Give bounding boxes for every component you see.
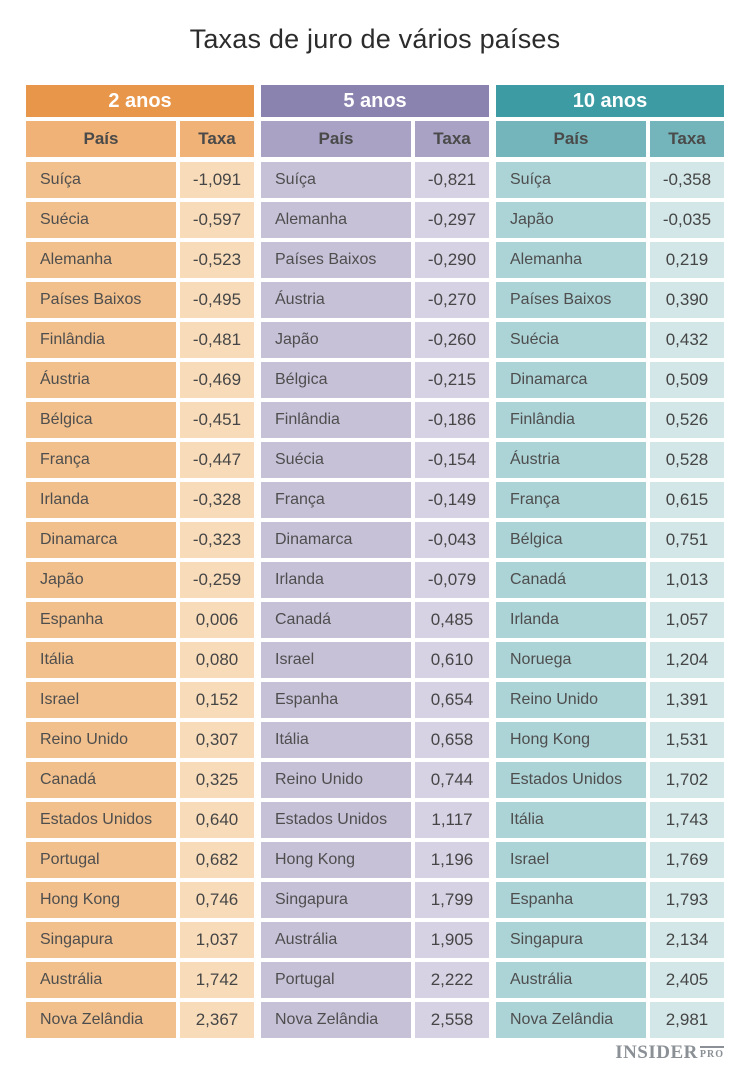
rate-cell: -0,035 bbox=[650, 202, 724, 238]
rate-cell: 1,905 bbox=[415, 922, 489, 958]
country-cell: Nova Zelândia bbox=[261, 1002, 411, 1038]
country-cell: Alemanha bbox=[261, 202, 411, 238]
rate-cell: 0,485 bbox=[415, 602, 489, 638]
country-cell: Áustria bbox=[496, 442, 646, 478]
rate-cell: -0,186 bbox=[415, 402, 489, 438]
table-row bbox=[261, 402, 489, 438]
country-cell: Espanha bbox=[261, 682, 411, 718]
country-column-header: País bbox=[26, 121, 176, 157]
rate-cell: 1,196 bbox=[415, 842, 489, 878]
country-cell: Suíça bbox=[496, 162, 646, 198]
rate-cell: 2,222 bbox=[415, 962, 489, 998]
country-cell: Suécia bbox=[26, 202, 176, 238]
rate-cell: 1,117 bbox=[415, 802, 489, 838]
table-row bbox=[26, 362, 254, 398]
table-row bbox=[261, 362, 489, 398]
rate-cell: -0,451 bbox=[180, 402, 254, 438]
table-row bbox=[26, 602, 254, 638]
rate-cell: 1,037 bbox=[180, 922, 254, 958]
table-row bbox=[261, 642, 489, 678]
rate-cell: 0,654 bbox=[415, 682, 489, 718]
country-cell: Japão bbox=[496, 202, 646, 238]
table-row bbox=[496, 482, 724, 518]
table-row bbox=[26, 402, 254, 438]
rate-cell: -0,597 bbox=[180, 202, 254, 238]
table-row bbox=[261, 682, 489, 718]
country-cell: Austrália bbox=[261, 922, 411, 958]
rate-cell: 0,640 bbox=[180, 802, 254, 838]
table-row bbox=[496, 242, 724, 278]
table-row bbox=[26, 282, 254, 318]
rate-cell: -0,149 bbox=[415, 482, 489, 518]
table-row bbox=[261, 842, 489, 878]
country-cell: Estados Unidos bbox=[496, 762, 646, 798]
country-cell: Portugal bbox=[26, 842, 176, 878]
table-row bbox=[496, 442, 724, 478]
table-row bbox=[261, 562, 489, 598]
table-row bbox=[26, 722, 254, 758]
rate-cell: -0,270 bbox=[415, 282, 489, 318]
country-cell: Dinamarca bbox=[496, 362, 646, 398]
country-cell: Áustria bbox=[26, 362, 176, 398]
rate-cell: -0,290 bbox=[415, 242, 489, 278]
table-row bbox=[261, 922, 489, 958]
country-cell: Irlanda bbox=[26, 482, 176, 518]
logo-main-text: INSIDER bbox=[615, 1042, 698, 1063]
table-row bbox=[496, 762, 724, 798]
table-row bbox=[496, 882, 724, 918]
country-cell: Países Baixos bbox=[26, 282, 176, 318]
rate-cell: -0,297 bbox=[415, 202, 489, 238]
country-cell: Portugal bbox=[261, 962, 411, 998]
country-cell: Estados Unidos bbox=[261, 802, 411, 838]
country-cell: Finlândia bbox=[496, 402, 646, 438]
country-cell: Irlanda bbox=[496, 602, 646, 638]
table-row bbox=[496, 282, 724, 318]
table-row bbox=[261, 442, 489, 478]
table-row bbox=[26, 922, 254, 958]
country-cell: Reino Unido bbox=[496, 682, 646, 718]
rate-tables bbox=[26, 85, 724, 1042]
rate-cell: -0,079 bbox=[415, 562, 489, 598]
rate-cell: 1,204 bbox=[650, 642, 724, 678]
logo-pro-text: PRO bbox=[700, 1046, 724, 1060]
table-row bbox=[261, 602, 489, 638]
country-cell: Hong Kong bbox=[26, 882, 176, 918]
country-cell: Hong Kong bbox=[496, 722, 646, 758]
rate-cell: 0,325 bbox=[180, 762, 254, 798]
rate-cell: 0,658 bbox=[415, 722, 489, 758]
country-cell: Austrália bbox=[496, 962, 646, 998]
table-group-2-anos bbox=[26, 85, 254, 1042]
table-row bbox=[261, 762, 489, 798]
rate-cell: 1,702 bbox=[650, 762, 724, 798]
table-row bbox=[496, 642, 724, 678]
rate-cell: -0,523 bbox=[180, 242, 254, 278]
column-header-row bbox=[261, 121, 489, 157]
country-cell: França bbox=[261, 482, 411, 518]
table-row bbox=[496, 362, 724, 398]
country-cell: Irlanda bbox=[261, 562, 411, 598]
country-cell: Nova Zelândia bbox=[26, 1002, 176, 1038]
table-row bbox=[26, 242, 254, 278]
country-cell: Singapura bbox=[261, 882, 411, 918]
country-cell: Alemanha bbox=[26, 242, 176, 278]
table-row bbox=[496, 522, 724, 558]
table-row bbox=[496, 962, 724, 998]
rate-cell: 1,531 bbox=[650, 722, 724, 758]
country-cell: Austrália bbox=[26, 962, 176, 998]
table-row bbox=[261, 322, 489, 358]
table-row bbox=[261, 202, 489, 238]
table-row bbox=[496, 162, 724, 198]
table-row bbox=[496, 322, 724, 358]
country-column-header: País bbox=[261, 121, 411, 157]
table-row bbox=[26, 842, 254, 878]
country-cell: Suíça bbox=[261, 162, 411, 198]
rate-cell: 0,610 bbox=[415, 642, 489, 678]
table-group-10-anos bbox=[496, 85, 724, 1042]
country-cell: Hong Kong bbox=[261, 842, 411, 878]
table-row bbox=[26, 202, 254, 238]
rate-cell: -0,259 bbox=[180, 562, 254, 598]
table-row bbox=[496, 682, 724, 718]
table-row bbox=[261, 482, 489, 518]
rate-cell: -1,091 bbox=[180, 162, 254, 198]
country-cell: Finlândia bbox=[26, 322, 176, 358]
table-row bbox=[26, 162, 254, 198]
country-cell: Singapura bbox=[496, 922, 646, 958]
rate-cell: -0,328 bbox=[180, 482, 254, 518]
table-row bbox=[26, 322, 254, 358]
table-row bbox=[261, 722, 489, 758]
table-row bbox=[496, 842, 724, 878]
table-row bbox=[261, 282, 489, 318]
table-row bbox=[26, 762, 254, 798]
rate-cell: 0,080 bbox=[180, 642, 254, 678]
rate-cell: 1,057 bbox=[650, 602, 724, 638]
table-row bbox=[261, 1002, 489, 1038]
rate-cell: -0,821 bbox=[415, 162, 489, 198]
table-row bbox=[496, 562, 724, 598]
rate-cell: 0,615 bbox=[650, 482, 724, 518]
country-cell: Suíça bbox=[26, 162, 176, 198]
rate-cell: 2,405 bbox=[650, 962, 724, 998]
rate-cell: 0,390 bbox=[650, 282, 724, 318]
table-row bbox=[261, 962, 489, 998]
rate-cell: 0,682 bbox=[180, 842, 254, 878]
country-cell: Estados Unidos bbox=[26, 802, 176, 838]
column-header-row bbox=[26, 121, 254, 157]
column-header-row bbox=[496, 121, 724, 157]
rate-cell: 1,013 bbox=[650, 562, 724, 598]
table-row bbox=[26, 682, 254, 718]
country-cell: França bbox=[26, 442, 176, 478]
country-cell: Finlândia bbox=[261, 402, 411, 438]
table-row bbox=[261, 162, 489, 198]
country-cell: Itália bbox=[496, 802, 646, 838]
table-row bbox=[496, 722, 724, 758]
country-cell: Bélgica bbox=[496, 522, 646, 558]
table-row bbox=[261, 802, 489, 838]
rate-cell: -0,215 bbox=[415, 362, 489, 398]
rate-cell: -0,154 bbox=[415, 442, 489, 478]
country-cell: Japão bbox=[26, 562, 176, 598]
country-cell: Reino Unido bbox=[26, 722, 176, 758]
country-cell: Suécia bbox=[261, 442, 411, 478]
group-banner: 10 anos bbox=[496, 85, 724, 117]
rate-column-header: Taxa bbox=[650, 121, 724, 157]
table-row bbox=[26, 802, 254, 838]
rate-cell: 0,219 bbox=[650, 242, 724, 278]
country-cell: França bbox=[496, 482, 646, 518]
country-cell: Países Baixos bbox=[261, 242, 411, 278]
table-rows bbox=[26, 162, 254, 1038]
rate-cell: -0,495 bbox=[180, 282, 254, 318]
country-cell: Itália bbox=[261, 722, 411, 758]
rate-cell: -0,447 bbox=[180, 442, 254, 478]
country-cell: Israel bbox=[496, 842, 646, 878]
rate-cell: 1,742 bbox=[180, 962, 254, 998]
country-cell: Canadá bbox=[261, 602, 411, 638]
country-cell: Bélgica bbox=[261, 362, 411, 398]
table-row bbox=[261, 242, 489, 278]
rate-cell: -0,481 bbox=[180, 322, 254, 358]
rate-cell: -0,469 bbox=[180, 362, 254, 398]
rate-cell: 2,981 bbox=[650, 1002, 724, 1038]
table-rows bbox=[496, 162, 724, 1038]
rate-cell: 0,744 bbox=[415, 762, 489, 798]
rate-cell: 1,769 bbox=[650, 842, 724, 878]
table-row bbox=[26, 562, 254, 598]
country-cell: Suécia bbox=[496, 322, 646, 358]
rate-cell: 0,006 bbox=[180, 602, 254, 638]
rate-cell: 1,799 bbox=[415, 882, 489, 918]
rate-cell: 0,152 bbox=[180, 682, 254, 718]
country-cell: Canadá bbox=[26, 762, 176, 798]
table-row bbox=[26, 962, 254, 998]
country-cell: Israel bbox=[26, 682, 176, 718]
table-group-5-anos bbox=[261, 85, 489, 1042]
rate-cell: 2,558 bbox=[415, 1002, 489, 1038]
country-cell: Canadá bbox=[496, 562, 646, 598]
country-cell: Israel bbox=[261, 642, 411, 678]
rate-column-header: Taxa bbox=[180, 121, 254, 157]
rate-cell: -0,043 bbox=[415, 522, 489, 558]
rate-cell: 2,134 bbox=[650, 922, 724, 958]
table-row bbox=[496, 202, 724, 238]
table-row bbox=[261, 522, 489, 558]
country-cell: Nova Zelândia bbox=[496, 1002, 646, 1038]
country-cell: Noruega bbox=[496, 642, 646, 678]
table-row bbox=[261, 882, 489, 918]
rate-cell: -0,323 bbox=[180, 522, 254, 558]
rate-cell: 0,528 bbox=[650, 442, 724, 478]
table-row bbox=[496, 1002, 724, 1038]
table-row bbox=[26, 442, 254, 478]
table-row bbox=[26, 1002, 254, 1038]
rate-cell: -0,260 bbox=[415, 322, 489, 358]
rate-column-header: Taxa bbox=[415, 121, 489, 157]
table-row bbox=[496, 402, 724, 438]
rate-cell: 1,743 bbox=[650, 802, 724, 838]
country-cell: Itália bbox=[26, 642, 176, 678]
country-cell: Países Baixos bbox=[496, 282, 646, 318]
country-cell: Singapura bbox=[26, 922, 176, 958]
table-row bbox=[26, 642, 254, 678]
rate-cell: 0,751 bbox=[650, 522, 724, 558]
rate-cell: 0,307 bbox=[180, 722, 254, 758]
rate-cell: 1,793 bbox=[650, 882, 724, 918]
table-row bbox=[496, 602, 724, 638]
rate-cell: 0,432 bbox=[650, 322, 724, 358]
country-column-header: País bbox=[496, 121, 646, 157]
page-title: Taxas de juro de vários países bbox=[189, 24, 561, 54]
group-banner: 5 anos bbox=[261, 85, 489, 117]
country-cell: Áustria bbox=[261, 282, 411, 318]
rate-cell: -0,358 bbox=[650, 162, 724, 198]
table-row bbox=[496, 802, 724, 838]
rate-cell: 0,509 bbox=[650, 362, 724, 398]
insider-pro-logo bbox=[615, 1042, 724, 1064]
country-cell: Bélgica bbox=[26, 402, 176, 438]
country-cell: Alemanha bbox=[496, 242, 646, 278]
table-row bbox=[26, 522, 254, 558]
country-cell: Dinamarca bbox=[26, 522, 176, 558]
group-banner: 2 anos bbox=[26, 85, 254, 117]
rate-cell: 1,391 bbox=[650, 682, 724, 718]
table-row bbox=[26, 482, 254, 518]
rate-cell: 0,746 bbox=[180, 882, 254, 918]
country-cell: Japão bbox=[261, 322, 411, 358]
table-rows bbox=[261, 162, 489, 1038]
rate-cell: 0,526 bbox=[650, 402, 724, 438]
country-cell: Espanha bbox=[496, 882, 646, 918]
country-cell: Dinamarca bbox=[261, 522, 411, 558]
country-cell: Reino Unido bbox=[261, 762, 411, 798]
rate-cell: 2,367 bbox=[180, 1002, 254, 1038]
country-cell: Espanha bbox=[26, 602, 176, 638]
table-row bbox=[26, 882, 254, 918]
table-row bbox=[496, 922, 724, 958]
